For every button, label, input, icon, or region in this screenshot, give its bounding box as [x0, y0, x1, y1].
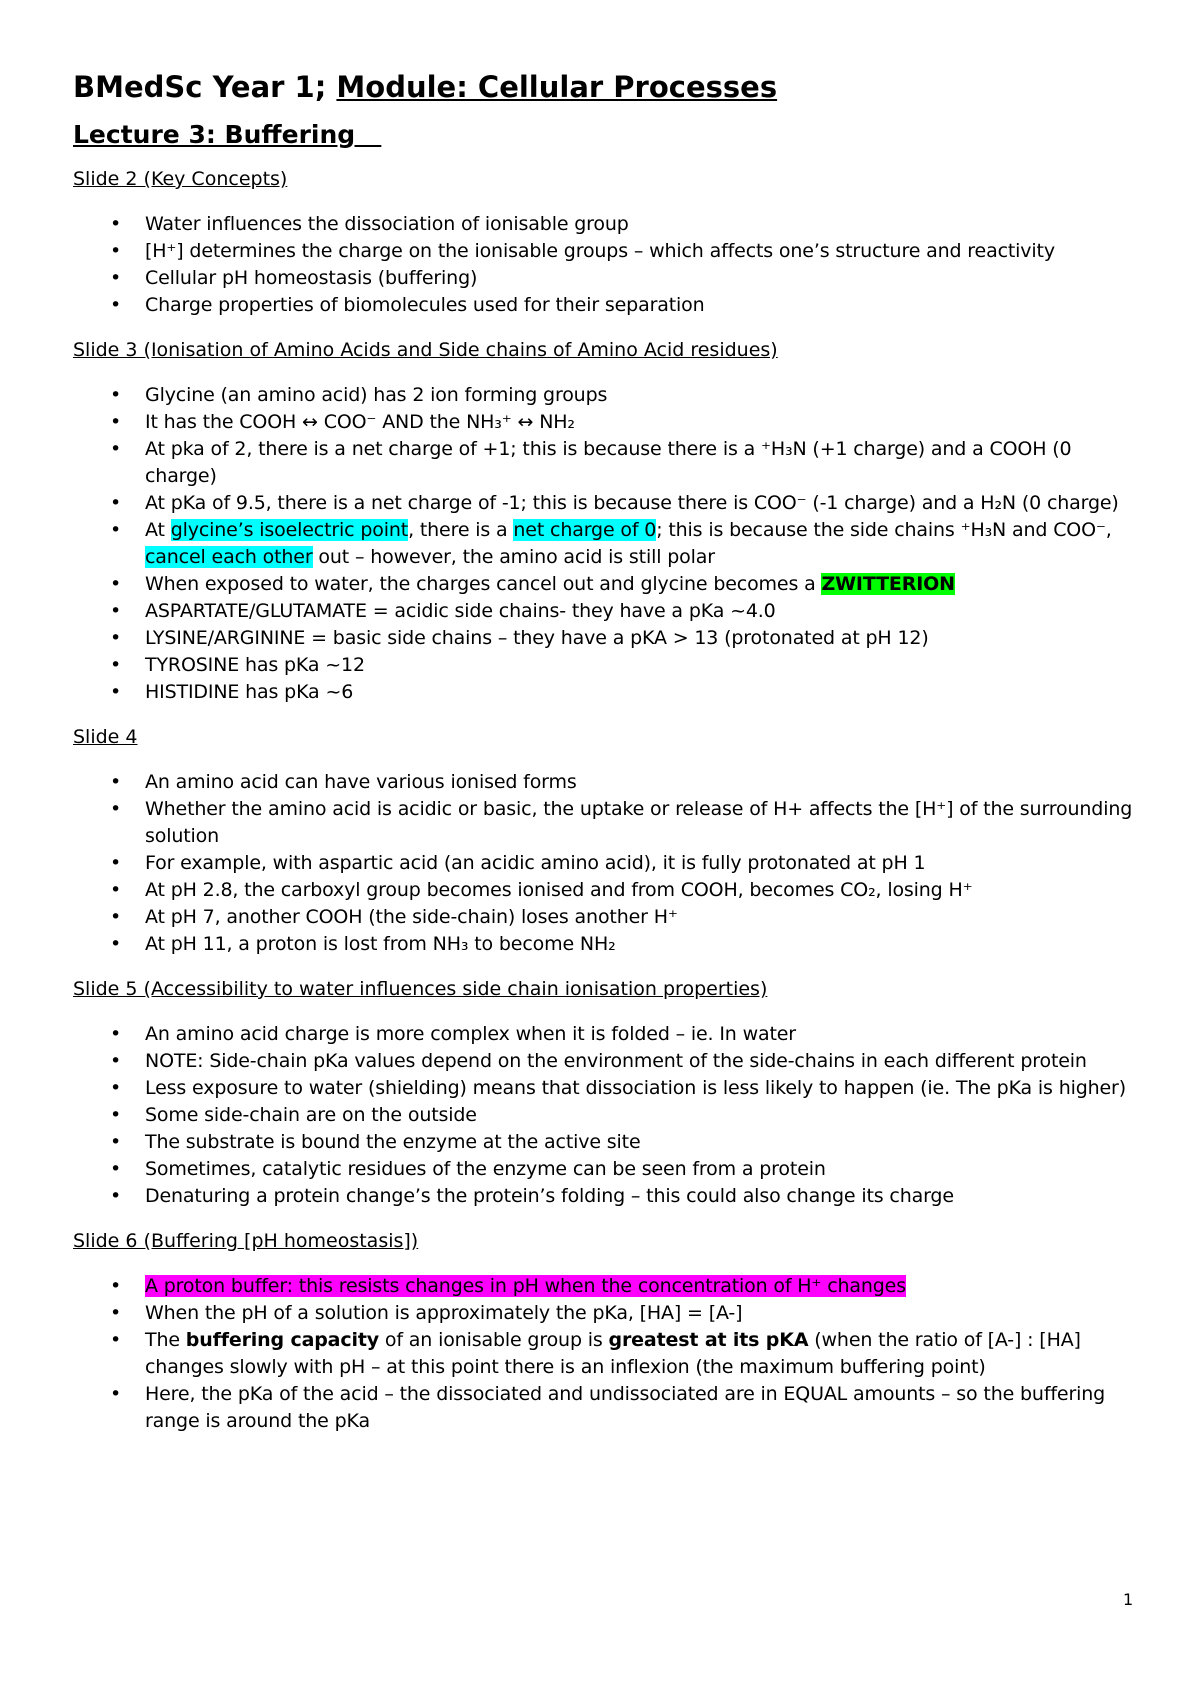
list-item: • NOTE: Side-chain pKa values depend on the environment of the side-chains in each different protein: [73, 1048, 1143, 1075]
highlight-proton-buffer: A proton buffer: this resists changes in pH when the concentration of H⁺ changes: [145, 1275, 906, 1297]
lecture-title: Lecture 3: Buffering: [73, 120, 382, 149]
list-item: • ASPARTATE/GLUTAMATE = acidic side chains- they have a pKa ~4.0: [73, 598, 1143, 625]
list-item: • At pH 11, a proton is lost from NH₃ to become NH₂: [73, 931, 1143, 958]
list-item: • At pH 2.8, the carboxyl group becomes ionised and from COOH, becomes CO₂, losing H⁺: [73, 877, 1143, 904]
list-item: • TYROSINE has pKa ~12: [73, 652, 1143, 679]
list-item: • At pka of 2, there is a net charge of +1; this is because there is a ⁺H₃N (+1 charge) and a COOH (0 charge): [73, 436, 1143, 490]
module-title: Module: Cellular Processes: [336, 70, 778, 104]
list-item: • Less exposure to water (shielding) means that dissociation is less likely to happen (ie. The pKa is higher): [73, 1075, 1143, 1102]
list-item-isoelectric: [73, 517, 1143, 571]
text-run: out – however, the amino acid is still polar: [312, 546, 715, 568]
list-item: • Cellular pH homeostasis (buffering): [73, 265, 1143, 292]
list-item: • Some side-chain are on the outside: [73, 1102, 1143, 1129]
bold-greatest-at-pka: greatest at its pKA: [608, 1329, 809, 1351]
list-item: • When the pH of a solution is approximately the pKa, [HA] = [A-]: [73, 1300, 1143, 1327]
list-item: • HISTIDINE has pKa ~6: [73, 679, 1143, 706]
list-item: • Denaturing a protein change’s the protein’s folding – this could also change its charge: [73, 1183, 1143, 1210]
slide-5-heading: Slide 5 (Accessibility to water influences side chain ionisation properties): [73, 978, 768, 1000]
list-item-buffering-capacity: [73, 1327, 1143, 1381]
list-item: • An amino acid can have various ionised forms: [73, 769, 1143, 796]
text-run: ; this is because the side chains ⁺H₃N and COO⁻,: [656, 519, 1112, 541]
list-item: • LYSINE/ARGININE = basic side chains – they have a pKA > 13 (protonated at pH 12): [73, 625, 1143, 652]
text-run: When exposed to water, the charges cancel out and glycine becomes a: [145, 573, 822, 595]
document-body: [73, 68, 1143, 1453]
slide-3-list: [73, 382, 1143, 706]
highlight-zwitterion: ZWITTERION: [821, 573, 955, 595]
text-run: The: [145, 1329, 186, 1351]
text-run: At: [145, 519, 171, 541]
list-item: • [H⁺] determines the charge on the ionisable groups – which affects one’s structure and reactivity: [73, 238, 1143, 265]
list-item-proton-buffer: [73, 1273, 1143, 1300]
list-item: • Charge properties of biomolecules used for their separation: [73, 292, 1143, 319]
slide-2-heading: Slide 2 (Key Concepts): [73, 168, 288, 190]
slide-6-list: [73, 1273, 1143, 1435]
slide-6-heading: Slide 6 (Buffering [pH homeostasis]): [73, 1230, 419, 1252]
highlight-isoelectric-point: glycine’s isoelectric point: [170, 519, 409, 541]
list-item: • An amino acid charge is more complex when it is folded – ie. In water: [73, 1021, 1143, 1048]
text-run: , there is a: [408, 519, 514, 541]
list-item: • At pH 7, another COOH (the side-chain) loses another H⁺: [73, 904, 1143, 931]
text-run: (when the ratio of [A-] : [HA] changes slowly with pH – at this point there is an inflexion (the maximum buffering point): [145, 1329, 1081, 1378]
list-item: • It has the COOH ↔ COO⁻ AND the NH₃⁺ ↔ NH₂: [73, 409, 1143, 436]
list-item: • At pKa of 9.5, there is a net charge of -1; this is because there is COO⁻ (-1 charge) and a H₂N (0 charge): [73, 490, 1143, 517]
list-item: • Sometimes, catalytic residues of the enzyme can be seen from a protein: [73, 1156, 1143, 1183]
slide-4-list: [73, 769, 1143, 958]
slide-3-heading: Slide 3 (Ionisation of Amino Acids and Side chains of Amino Acid residues): [73, 339, 778, 361]
list-item: • Water influences the dissociation of ionisable group: [73, 211, 1143, 238]
list-item-zwitterion: [73, 571, 1143, 598]
page-number: 1: [1123, 1590, 1134, 1609]
bold-buffering-capacity: buffering capacity: [185, 1329, 380, 1351]
list-item: • The substrate is bound the enzyme at the active site: [73, 1129, 1143, 1156]
text-run: of an ionisable group is: [379, 1329, 609, 1351]
slide-5-list: [73, 1021, 1143, 1210]
document-title: [73, 68, 1143, 106]
title-prefix: BMedSc Year 1;: [73, 70, 337, 104]
list-item: • Glycine (an amino acid) has 2 ion forming groups: [73, 382, 1143, 409]
highlight-cancel-each-other: cancel each other: [145, 546, 313, 568]
slide-4-heading: Slide 4: [73, 726, 138, 748]
slide-2-list: [73, 211, 1143, 319]
highlight-net-charge: net charge of 0: [513, 519, 657, 541]
list-item: • Whether the amino acid is acidic or basic, the uptake or release of H+ affects the [H⁺] of the surrounding solution: [73, 796, 1143, 850]
list-item: • For example, with aspartic acid (an acidic amino acid), it is fully protonated at pH 1: [73, 850, 1143, 877]
list-item: • Here, the pKa of the acid – the dissociated and undissociated are in EQUAL amounts – so the buffering range is around the pKa: [73, 1381, 1143, 1435]
